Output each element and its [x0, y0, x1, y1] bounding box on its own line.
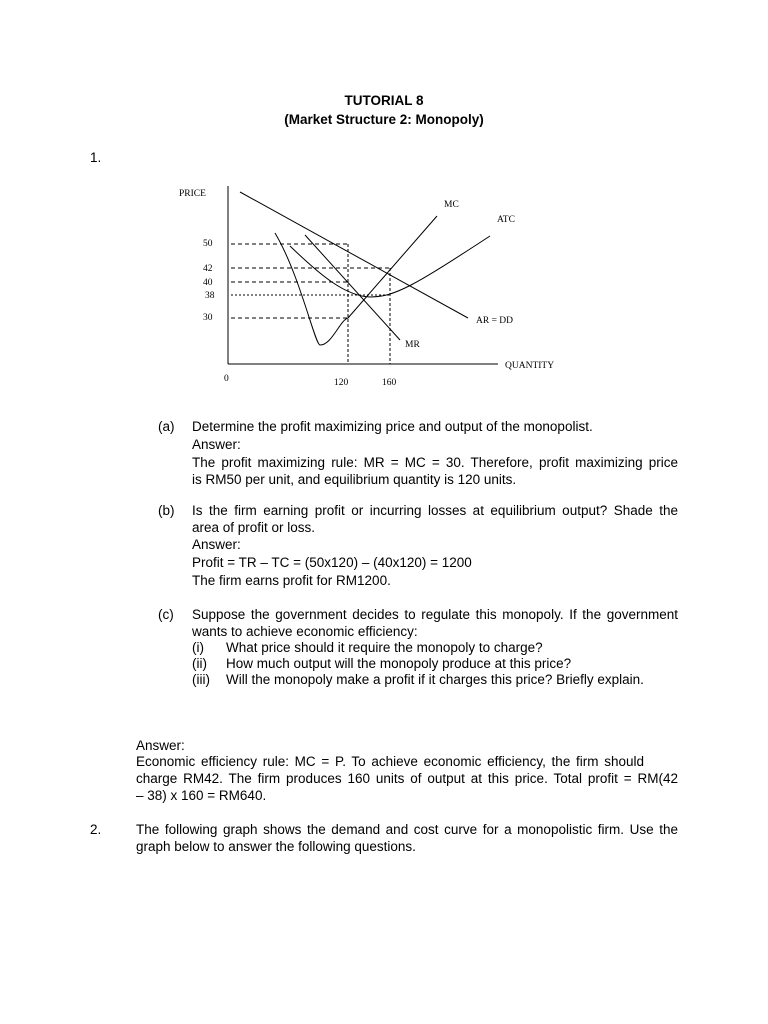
part-a-answer-line2: is RM50 per unit, and equilibrium quantity is 120 units. — [192, 472, 517, 487]
part-b-answer-line1: Profit = TR – TC = (50x120) – (40x120) = 1200 — [192, 555, 472, 570]
part-c-item-text: What price should it require the monopoly to charge? — [226, 640, 543, 655]
atc-curve — [290, 236, 490, 297]
y-tick-40: 40 — [203, 278, 213, 288]
question-2-line1: The following graph shows the demand and cost curve for a monopolistic firm. Use the — [136, 822, 678, 837]
question-number-2: 2. — [90, 822, 102, 837]
part-c-item-num: (iii) — [192, 672, 210, 687]
answer-line2: charge RM42. The firm produces 160 units of output at this price. Total profit = RM(42 — [136, 771, 678, 786]
part-b-question-line1: Is the firm earning profit or incurring losses at equilibrium output? Shade the — [192, 503, 678, 518]
answer-line1: Economic efficiency rule: MC = P. To achieve economic efficiency, the firm should — [136, 754, 644, 769]
x-tick-120: 120 — [334, 378, 349, 388]
part-a-answer-label: Answer: — [192, 437, 241, 452]
part-c-question-line1: Suppose the government decides to regulate this monopoly. If the government — [192, 607, 678, 622]
part-b-answer-line2: The firm earns profit for RM1200. — [192, 573, 391, 588]
part-c-item-num: (i) — [192, 640, 204, 655]
y-axis-label: PRICE — [179, 189, 206, 199]
y-tick-38: 38 — [205, 291, 215, 301]
origin-label: 0 — [224, 374, 229, 384]
part-c-item-num: (ii) — [192, 656, 207, 671]
part-b-question-line2: area of profit or loss. — [192, 520, 316, 535]
x-tick-160: 160 — [382, 378, 397, 388]
demand-curve — [240, 192, 468, 318]
atc-label: ATC — [497, 215, 515, 225]
mr-label: MR — [405, 340, 420, 350]
y-tick-30: 30 — [203, 313, 213, 323]
mc-curve — [275, 216, 437, 345]
question-2-line2: graph below to answer the following questions. — [136, 839, 416, 854]
page-title: TUTORIAL 8 — [344, 93, 424, 108]
part-c-item-text: Will the monopoly make a profit if it charges this price? Briefly explain. — [226, 672, 644, 687]
part-a-answer-line1: The profit maximizing rule: MR = MC = 30. Therefore, profit maximizing price — [192, 455, 678, 470]
part-a-label: (a) — [158, 419, 175, 434]
part-c-label: (c) — [158, 607, 174, 622]
y-tick-42: 42 — [203, 264, 213, 274]
y-tick-50: 50 — [203, 239, 213, 249]
part-c-item-text: How much output will the monopoly produce at this price? — [226, 656, 572, 671]
part-a-question: Determine the profit maximizing price and output of the monopolist. — [192, 419, 593, 434]
answer-label: Answer: — [136, 738, 185, 753]
x-axis-label: QUANTITY — [505, 361, 555, 371]
part-c-question-line2: wants to achieve economic efficiency: — [192, 624, 418, 639]
monopoly-graph — [0, 0, 768, 400]
ar-dd-label: AR = DD — [476, 316, 514, 326]
page-subtitle: (Market Structure 2: Monopoly) — [284, 112, 484, 127]
question-number-1: 1. — [90, 150, 102, 165]
part-b-label: (b) — [158, 503, 175, 518]
answer-line3: – 38) x 160 = RM640. — [136, 788, 267, 803]
mr-curve — [305, 235, 400, 340]
part-b-answer-label: Answer: — [192, 537, 241, 552]
mc-label: MC — [444, 200, 459, 210]
